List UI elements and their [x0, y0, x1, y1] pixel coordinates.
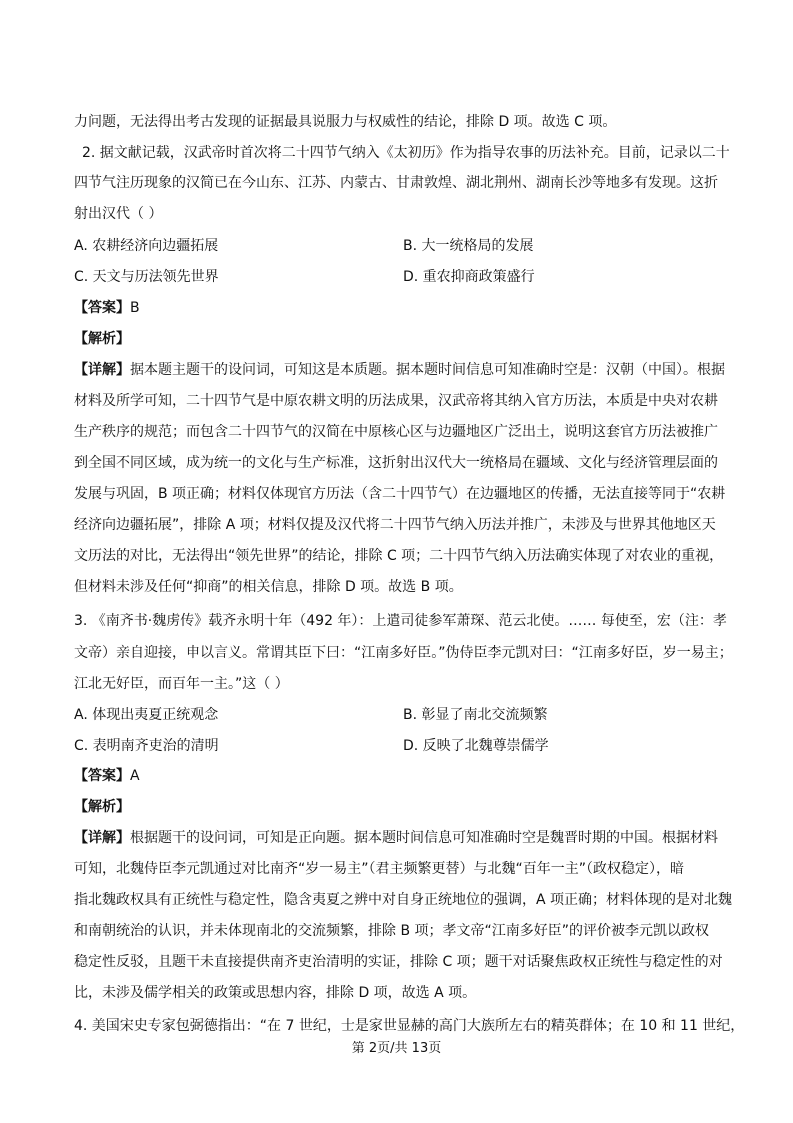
q2-answer-line [74, 298, 754, 318]
q3-option-c: C. 表明南齐吏治的清明 [74, 738, 219, 754]
q2-detail-text-1: 据本题主题干的设问词，可知这是本质题。据本题时间信息可知准确时空是：汉朝（中国）。根据 [130, 362, 725, 378]
q2-detail-line-8: 但材料未涉及任何“抑商”的相关信息，排除 D 项。故选 B 项。 [74, 579, 463, 595]
q3-detail-line-5: 稳定性反驳，且题干未直接提供南齐吏治清明的实证，排除 C 项；题干对话聚焦政权正统性与稳定性的对 [74, 954, 723, 970]
q2-detail-line-6: 经济向边疆拓展”，排除 A 项；材料仅提及汉代将二十四节气纳入历法并推广，未涉及与世界其他地区天 [74, 517, 716, 533]
q2-detail-line-2: 材料及所学可知，二十四节气是中原农耕文明的历法成果，汉武帝将其纳入官方历法，本质是中央对农耕 [74, 393, 718, 409]
q2-detail-tag: 【详解】 [74, 362, 130, 378]
q2-detail-line-3: 生产秩序的规范；而包含二十四节气的汉简在中原核心区与边疆地区广泛出土，说明这套官方历法被推广 [74, 424, 718, 440]
q3-answer-tag: 【答案】 [74, 768, 130, 784]
q3-detail-line-6: 比，未涉及儒学相关的政策或思想内容，排除 D 项，故选 A 项。 [74, 985, 477, 1001]
q3-analysis-label: 【解析】 [74, 799, 130, 815]
q2-analysis-label: 【解析】 [74, 331, 130, 347]
q2-stem-line-2: 四节气注历现象的汉简已在今山东、江苏、内蒙古、甘肃敦煌、湖北荆州、湖南长沙等地多有发现。这折 [74, 175, 718, 191]
q3-option-a: A. 体现出夷夏正统观念 [74, 707, 219, 723]
q3-analysis-tag [74, 797, 754, 817]
q3-detail-line-2: 可知，北魏侍臣李元凯通过对比南齐“岁一易主”（君主频繁更替）与北魏“百年一主”（政权稳定），暗 [74, 861, 685, 877]
q3-detail-line-3: 指北魏政权具有正统性与稳定性，隐含夷夏之辨中对自身正统地位的强调，A 项正确；材料体现的是对北魏 [74, 892, 733, 908]
page-footer: 第 2页/共 13页 [351, 1041, 442, 1056]
q3-answer-line [74, 766, 754, 786]
q2-detail-line-5: 发展与巩固，B 项正确；材料仅体现官方历法（含二十四节气）在边疆地区的传播，无法直接等同于“农耕 [74, 486, 726, 502]
q2-answer-value: B [130, 300, 140, 316]
q3-answer-value: A [130, 768, 140, 784]
q3-stem-line-3: 江北无好臣，而百年一主。”这（ ） [74, 676, 289, 692]
q3-option-b: B. 彰显了南北交流频繁 [403, 707, 548, 723]
q2-stem-line-3: 射出汉代（ ） [74, 206, 163, 222]
q4-stem-line-1: 4. 美国宋史专家包弼德指出：“在 7 世纪，士是家世显赫的高门大族所左右的精英群体；在 10 和 11 世纪， [74, 1018, 745, 1034]
q2-option-d: D. 重农抑商政策盛行 [403, 269, 535, 285]
q2-detail-line-7: 文历法的对比，无法得出“领先世界”的结论，排除 C 项；二十四节气纳入历法确实体现了对农业的重视， [74, 548, 724, 564]
q2-detail-line-1 [74, 360, 754, 380]
q2-detail-line-4: 到全国不同区域，成为统一的文化与生产标准，这折射出汉代大一统格局在疆域、文化与经济管理层面的 [74, 455, 718, 471]
q2-option-c: C. 天文与历法领先世界 [74, 269, 219, 285]
q2-answer-tag: 【答案】 [74, 300, 130, 316]
q2-option-b: B. 大一统格局的发展 [403, 238, 534, 254]
q2-stem-line-1: 2. 据文献记载，汉武帝时首次将二十四节气纳入《太初历》作为指导农事的历法补充。目前，记录以二十 [82, 145, 730, 161]
q3-option-d: D. 反映了北魏尊崇儒学 [403, 738, 549, 754]
q2-option-a: A. 农耕经济向边疆拓展 [74, 238, 219, 254]
q3-stem-line-2: 文帝）亲自迎接，申以言义。常谓其臣下曰：“江南多好臣。”伪侍臣李元凯对曰：“江南多好臣，岁一易主； [74, 645, 733, 661]
q2-analysis-tag [74, 329, 754, 349]
intro-line: 力问题，无法得出考古发现的证据最具说服力与权威性的结论，排除 D 项。故选 C 项。 [74, 114, 617, 130]
q3-detail-line-1 [74, 828, 754, 848]
q3-detail-tag: 【详解】 [74, 830, 130, 846]
q3-stem-line-1: 3. 《南齐书·魏虏传》载齐永明十年（492 年）：上遣司徒参军萧琛、范云北使。…… 每使至，宏（注：孝 [74, 613, 727, 629]
q3-detail-line-4: 和南朝统治的认识，并未体现南北的交流频繁，排除 B 项；孝文帝“江南多好臣”的评价被李元凯以政权 [74, 923, 710, 939]
q3-detail-text-1: 根据题干的设问词，可知是正向题。据本题时间信息可知准确时空是魏晋时期的中国。根据材料 [130, 830, 718, 846]
